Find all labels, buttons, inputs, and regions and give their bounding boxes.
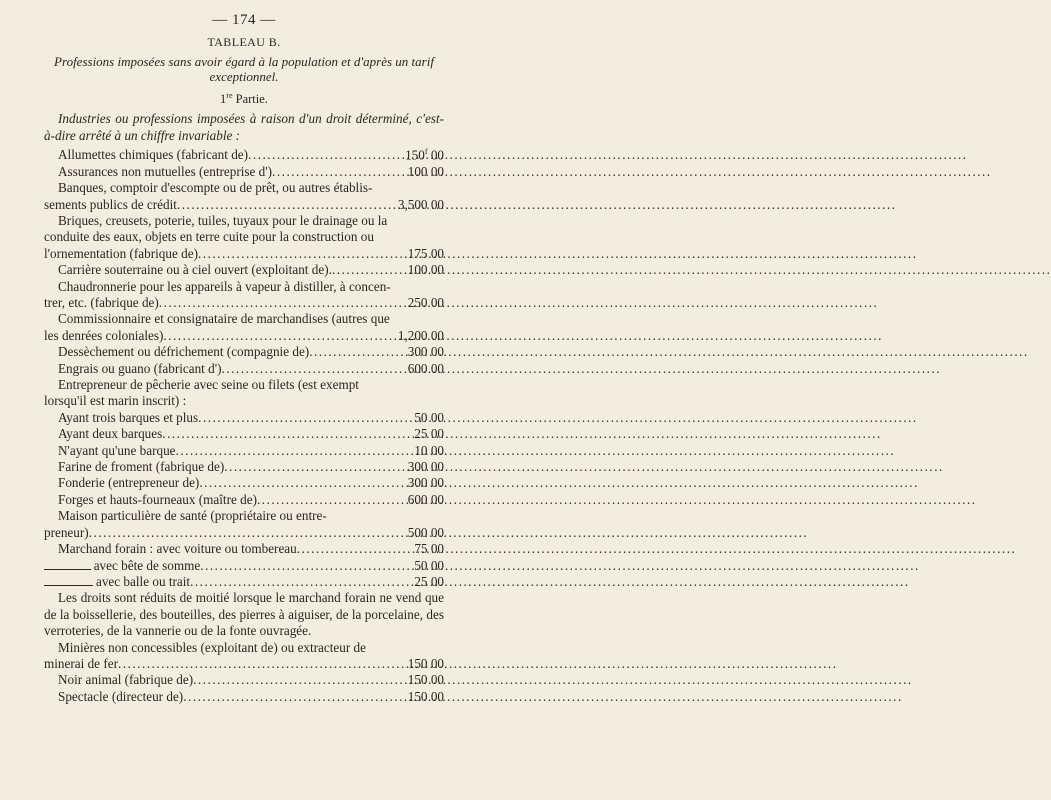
entry-value: 150 00 (407, 655, 444, 671)
entry-value: 175 00 (407, 245, 444, 261)
entry-label: Ayant trois barques et plus (58, 409, 199, 425)
entry-fonderie (44, 475, 444, 491)
entry-value: 100 00 (407, 163, 444, 179)
leader-dots (162, 426, 410, 442)
entry-value: 3,500 00 (397, 196, 444, 212)
entry-value: 100 00 (407, 262, 444, 278)
entry-label: Farine de froment (fabrique de) (58, 459, 225, 475)
entry-forain-bete (44, 558, 444, 574)
entry-minieres (44, 640, 444, 673)
entry-value: 250 00 (407, 295, 444, 311)
entry-carriere (44, 262, 444, 278)
entry-value: 50 00 (414, 409, 444, 425)
entry-pecherie (44, 377, 444, 410)
leader-dots (89, 525, 404, 541)
entry-label-line: Maison particulière de santé (propriétaire ou entre- (58, 508, 327, 524)
leader-dots (190, 574, 410, 590)
entry-label: les denrées coloniales) (44, 327, 164, 343)
entry-farine (44, 459, 444, 475)
entry-engrais (44, 361, 444, 377)
leader-dots (163, 328, 393, 344)
entry-label-line: Briques, creusets, poterie, tuiles, tuyaux pour le drainage ou la (58, 212, 388, 228)
entry-label-line: conduite des eaux, objets en terre cuite pour la construction ou (44, 229, 374, 245)
entry-label: sements publics de crédit (44, 196, 177, 212)
entry-une-barque (44, 443, 444, 459)
entry-value: 1,200 00 (397, 327, 444, 343)
entry-value: 50 00 (414, 557, 444, 573)
entry-value: 75 00 (414, 541, 444, 557)
entry-label: Fonderie (entrepreneur de) (58, 475, 200, 491)
entry-maison-sante (44, 508, 444, 541)
entry-label-line: lorsqu'il est marin inscrit) : (44, 393, 187, 409)
leader-dots (193, 672, 404, 688)
entry-deux-barques (44, 426, 444, 442)
entry-forain-balle (44, 574, 444, 590)
leader-dots (176, 443, 411, 459)
page-number: — 174 — (212, 12, 276, 28)
entry-value: 600 00 (407, 360, 444, 376)
leader-dots (222, 361, 404, 377)
entry-value: 10 00 (414, 442, 444, 458)
entry-value: 150 00 (407, 672, 444, 688)
part-heading (44, 91, 444, 107)
entry-label: preneur) (44, 524, 89, 540)
part-label: Partie. (235, 92, 268, 107)
entry-value: 300 00 (407, 459, 444, 475)
entry-label: N'ayant qu'une barque (58, 442, 176, 458)
table-title: TABLEAU B. (207, 35, 281, 49)
leader-dots (159, 295, 404, 311)
entry-trois-barques (44, 410, 444, 426)
ditto-line (44, 585, 93, 586)
entry-label: minerai de fer (44, 655, 118, 671)
entry-spectacle (44, 689, 444, 705)
leader-dots (297, 541, 411, 557)
entry-label: avec bête de somme (93, 557, 201, 573)
entry-value: 25 00 (414, 573, 444, 589)
entry-commissionnaire (44, 311, 444, 344)
entry-value: 25 00 (414, 426, 444, 442)
leader-dots (272, 164, 404, 180)
reduction-note: Les droits sont réduits de moitié lorsque le marchand forain ne vend que de la boissellerie, des bouteilles, des pierres à aiguiser, de la porcelaine, des verroteries, de la vannerie ou de la fonte ouvragée. (44, 590, 444, 639)
leader-dots (257, 492, 404, 508)
entry-assurances (44, 164, 444, 180)
leader-dots (332, 262, 404, 278)
entry-label: Spectacle (directeur de) (58, 688, 184, 704)
entry-value: 600 00 (407, 491, 444, 507)
leader-dots (248, 147, 401, 163)
entry-value: 300 00 (407, 475, 444, 491)
entry-label: Carrière souterraine ou à ciel ouvert (exploitant de). (58, 262, 332, 278)
entry-allumettes (44, 144, 444, 164)
entry-label: Engrais ou guano (fabricant d') (58, 360, 222, 376)
leader-dots (183, 689, 404, 705)
entry-label: Assurances non mutuelles (entreprise d') (58, 163, 273, 179)
document-page (44, 10, 444, 705)
leader-dots (200, 558, 410, 574)
entry-label: l'ornementation (fabrique de) (44, 245, 198, 261)
entry-value: 150$^f$ 00 (405, 146, 444, 163)
entry-forain-voiture (44, 541, 444, 557)
entry-dessechement (44, 344, 444, 360)
table-subtitle: Professions imposées sans avoir égard à la population et d'après un tarif exceptionnel. (54, 54, 434, 84)
leader-dots (118, 656, 404, 672)
entry-label: Noir animal (fabrique de) (58, 672, 194, 688)
entry-value: 300 00 (407, 344, 444, 360)
entry-label: trer, etc. (fabrique de) (44, 295, 159, 311)
leader-dots (309, 344, 404, 360)
entry-chaudronnerie (44, 279, 444, 312)
entry-label-line: Banques, comptoir d'escompte ou de prêt, ou autres établis- (58, 180, 373, 196)
ditto-line (44, 569, 91, 570)
leader-dots (198, 246, 404, 262)
entry-label-line: Entrepreneur de pêcherie avec seine ou filets (est exempt (58, 377, 359, 393)
entry-noir-animal (44, 672, 444, 688)
entry-label: Ayant deux barques (58, 426, 163, 442)
leader-dots (224, 459, 403, 475)
entry-label: Allumettes chimiques (fabricant de) (58, 147, 249, 163)
leader-dots (199, 475, 403, 491)
entry-briques (44, 213, 444, 262)
leader-dots (177, 197, 394, 213)
entry-forges (44, 492, 444, 508)
part-number-suffix: re (226, 91, 233, 100)
entry-value: 150 00 (407, 688, 444, 704)
part-number: 1 (220, 92, 227, 107)
entry-label: Forges et hauts-fourneaux (maître de) (58, 491, 257, 507)
entry-value: 500 00 (407, 524, 444, 540)
entry-label: avec balle ou trait (95, 573, 191, 589)
section-intro: Industries ou professions imposées à raison d'un droit déterminé, c'est-à-dire arrêté à un chiffre invariable : (44, 111, 444, 143)
leader-dots (198, 410, 410, 426)
entry-label-line: Chaudronnerie pour les appareils à vapeur à distiller, à concen- (58, 278, 391, 294)
entry-label-line: Commissionnaire et consignataire de marchandises (autres que (58, 311, 390, 327)
entry-banques (44, 180, 444, 213)
entry-label-line: Minières non concessibles (exploitant de) ou extracteur de (58, 639, 366, 655)
entry-label: Dessèchement ou défrichement (compagnie de) (58, 344, 310, 360)
entry-label: Marchand forain : avec voiture ou tombereau (58, 541, 297, 557)
